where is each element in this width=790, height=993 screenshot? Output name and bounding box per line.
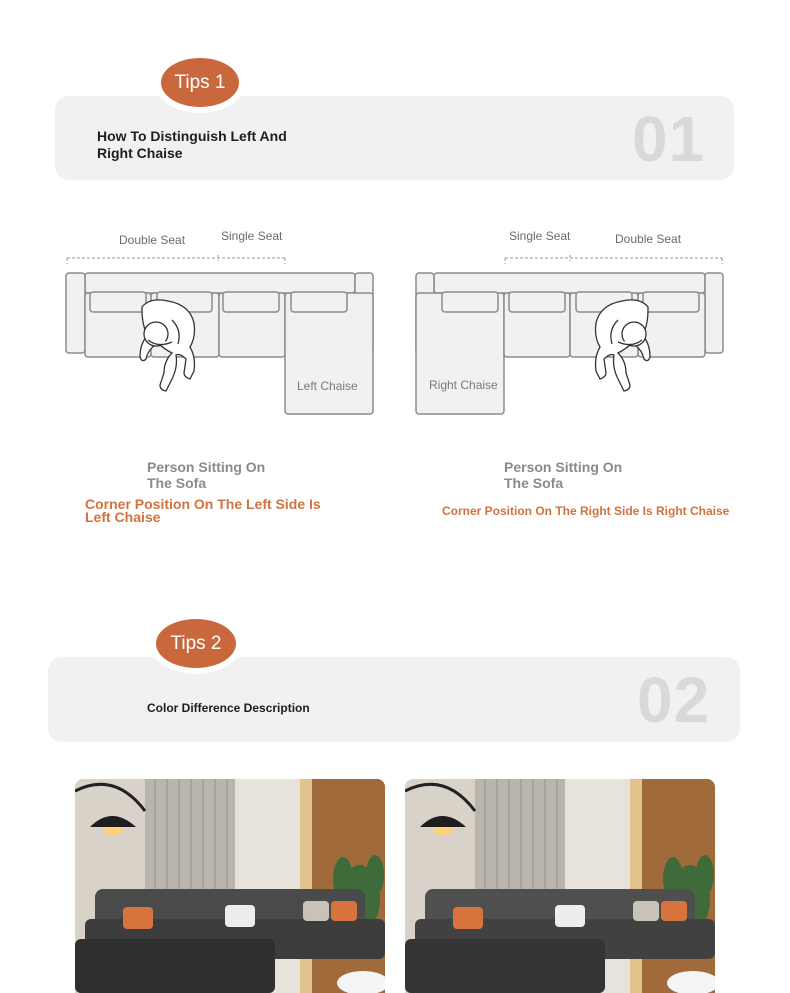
tip1-badge: Tips 1 bbox=[161, 58, 239, 107]
tip2-title: Color Difference Description bbox=[147, 701, 310, 715]
left-person-caption: Person Sitting On The Sofa bbox=[147, 459, 266, 491]
right-corner-caption: Corner Position On The Right Side Is Right Chaise bbox=[442, 504, 730, 518]
sofa-photo-right bbox=[405, 779, 715, 993]
right-double-seat-label: Double Seat bbox=[615, 232, 682, 246]
left-person-figure bbox=[140, 300, 195, 391]
right-person-figure bbox=[596, 300, 651, 391]
left-chaise-sofa-diagram bbox=[60, 250, 380, 420]
right-person-caption: Person Sitting On The Sofa bbox=[504, 459, 623, 491]
left-single-seat-label: Single Seat bbox=[221, 229, 283, 243]
right-sofa-outline bbox=[416, 273, 723, 414]
right-chaise-sofa-diagram bbox=[410, 250, 730, 420]
tip1-title: How To Distinguish Left And Right Chaise bbox=[97, 128, 287, 161]
tip2-badge: Tips 2 bbox=[156, 619, 236, 668]
tip1-number: 01 bbox=[632, 103, 706, 175]
left-double-seat-label: Double Seat bbox=[119, 233, 186, 247]
tip2-number: 02 bbox=[637, 664, 711, 736]
right-chaise-label: Right Chaise bbox=[429, 378, 498, 392]
right-dimension-lines bbox=[505, 255, 722, 264]
left-chaise-label: Left Chaise bbox=[297, 379, 358, 393]
right-single-seat-label: Single Seat bbox=[509, 229, 571, 243]
left-corner-caption: Corner Position On The Left Side Is Left Chaise bbox=[85, 496, 321, 525]
sofa-photo-left bbox=[75, 779, 385, 993]
left-dimension-lines bbox=[67, 255, 285, 264]
